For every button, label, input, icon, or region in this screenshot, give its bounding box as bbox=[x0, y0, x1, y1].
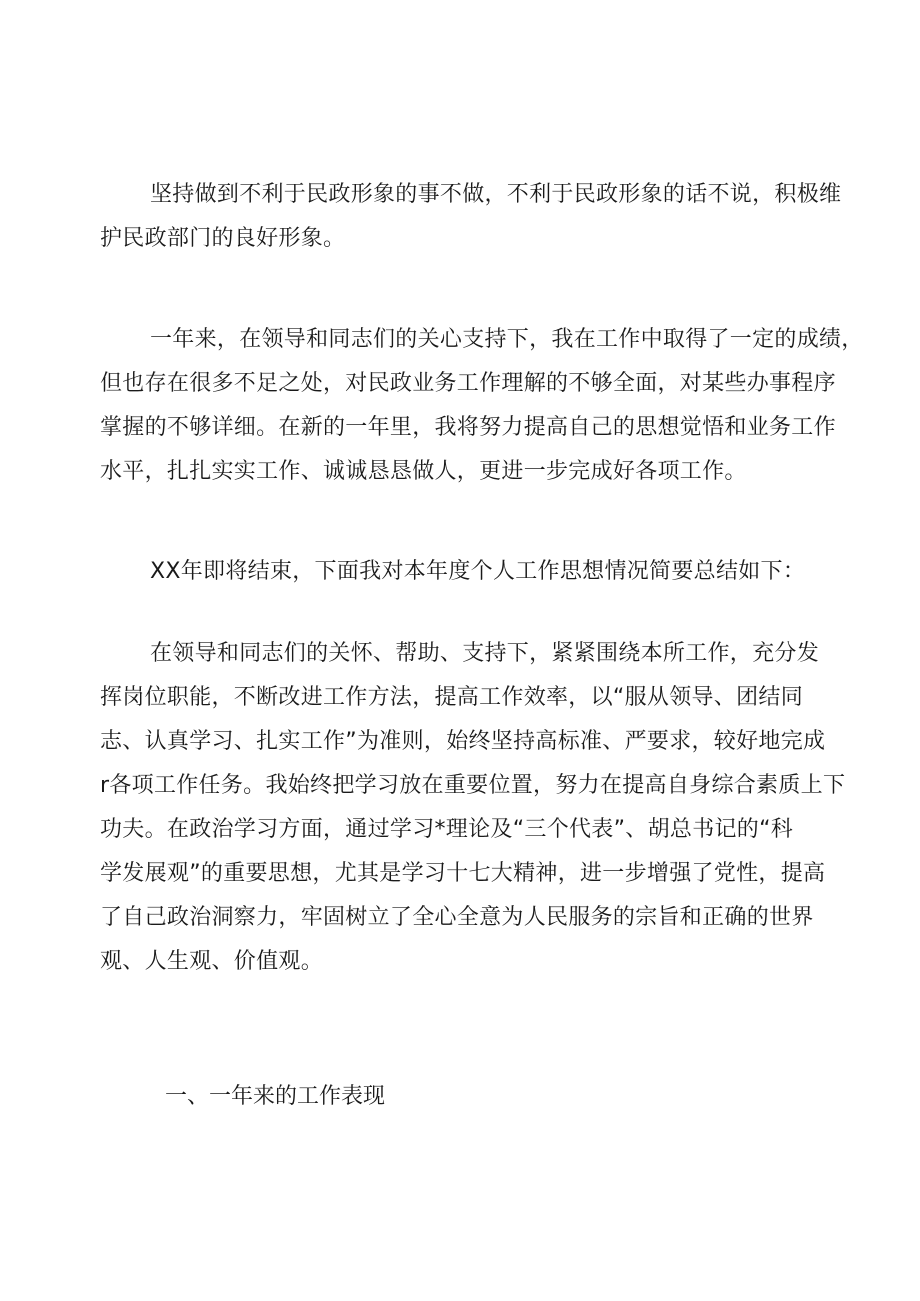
paragraph-line: XX年即将结束，下面我对本年度个人工作思想情况简要总结如下： bbox=[150, 559, 806, 584]
paragraph-line: 一年来，在领导和同志们的关心支持下，我在工作中取得了一定的成绩， bbox=[150, 327, 864, 352]
paragraph-study bbox=[100, 632, 846, 984]
section-heading: 一、一年来的工作表现 bbox=[165, 1084, 386, 1109]
paragraph-line: 坚持做到不利于民政形象的事不做，不利于民政形象的话不说，积极维 bbox=[150, 182, 842, 207]
paragraph-intro bbox=[100, 550, 825, 594]
paragraph-line: 在领导和同志们的关怀、帮助、支持下，紧紧围绕本所工作，充分发 bbox=[150, 641, 820, 666]
paragraph-image-maintenance bbox=[100, 173, 842, 261]
paragraph-line: 水平，扎扎实实工作、诚诚恳恳做人，更进一步完成好各项工作。 bbox=[100, 459, 747, 484]
paragraph-line: 但也存在很多不足之处，对民政业务工作理解的不够全面，对某些办事程序 bbox=[100, 371, 836, 396]
paragraph-line: 功夫。在政治学习方面，通过学习*理论及“三个代表”、胡总书记的“科 bbox=[100, 817, 794, 842]
paragraph-line: 掌握的不够详细。在新的一年里，我将努力提高自己的思想觉悟和业务工作 bbox=[100, 415, 836, 440]
paragraph-line: 观、人生观、价值观。 bbox=[100, 949, 324, 974]
paragraph-line: 护民政部门的良好形象。 bbox=[100, 226, 346, 251]
paragraph-line: r各项工作任务。我始终把学习放在重要位置，努力在提高自身综合素质上下 bbox=[100, 773, 846, 798]
paragraph-line: 挥岗位职能，不断改进工作方法，提高工作效率，以“服从领导、团结同 bbox=[100, 685, 803, 710]
paragraph-line: 志、认真学习、扎实工作”为准则，始终坚持高标准、严要求，较好地完成 bbox=[100, 729, 826, 754]
paragraph-line: 学发展观”的重要思想，尤其是学习十七大精神，进一步增强了党性，提高 bbox=[100, 861, 826, 886]
paragraph-line: 了自己政治洞察力，牢固树立了全心全意为人民服务的宗旨和正确的世界 bbox=[100, 905, 814, 930]
paragraph-year-summary bbox=[100, 318, 864, 494]
